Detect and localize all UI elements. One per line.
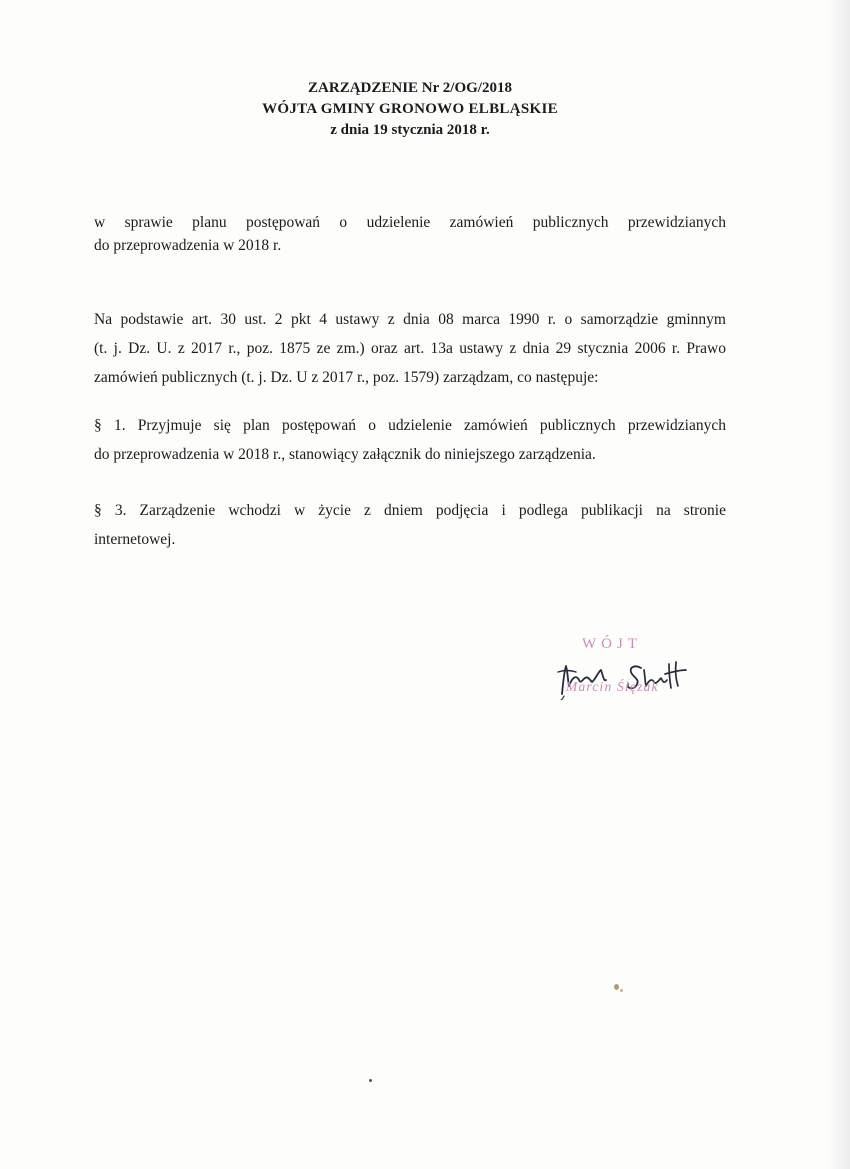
legal-basis-line-2: (t. j. Dz. U. z 2017 r., poz. 1875 ze zm.) oraz art. 13a ustawy z dnia 29 stycznia 2006 r. Prawo <box>94 340 726 357</box>
section-1-line-1: § 1. Przyjmuje się plan postępowań o udzielenie zamówień publicznych przewidzianych <box>94 417 726 434</box>
section-3-line-1: § 3. Zarządzenie wchodzi w życie z dniem podjęcia i podlega publikacji na stronie <box>94 502 726 519</box>
scan-speck <box>614 984 619 990</box>
issuer-title: WÓJTA GMINY GRONOWO ELBLĄSKIE <box>262 101 558 117</box>
ordinance-date: z dnia 19 stycznia 2018 r. <box>330 122 490 138</box>
section-1-line-2: do przeprowadzenia w 2018 r., stanowiący załącznik do niniejszego zarządzenia. <box>94 446 596 463</box>
official-stamp <box>548 636 698 706</box>
legal-basis-paragraph <box>94 305 726 392</box>
subject-line-1: w sprawie planu postępowań o udzielenie zamówień publicznych przewidzianych <box>94 214 726 231</box>
section-1-paragraph <box>94 411 726 469</box>
scan-speck <box>620 989 623 992</box>
ordinance-number: ZARZĄDZENIE Nr 2/OG/2018 <box>308 80 512 96</box>
scan-edge-shadow <box>828 0 850 1169</box>
subject-paragraph <box>94 211 726 257</box>
document-header <box>0 78 820 141</box>
stamp-title: WÓJT <box>582 636 642 652</box>
stamp-name: Marcin Ślęzak <box>566 679 659 694</box>
legal-basis-line-3: zamówień publicznych (t. j. Dz. U z 2017 r., poz. 1579) zarządzam, co następuje: <box>94 369 599 386</box>
subject-line-2: do przeprowadzenia w 2018 r. <box>94 237 282 254</box>
legal-basis-line-1: Na podstawie art. 30 ust. 2 pkt 4 ustawy z dnia 08 marca 1990 r. o samorządzie gminnym <box>94 311 726 328</box>
section-3-line-2: internetowej. <box>94 531 176 548</box>
scan-speck <box>369 1079 372 1082</box>
section-3-paragraph <box>94 496 726 554</box>
